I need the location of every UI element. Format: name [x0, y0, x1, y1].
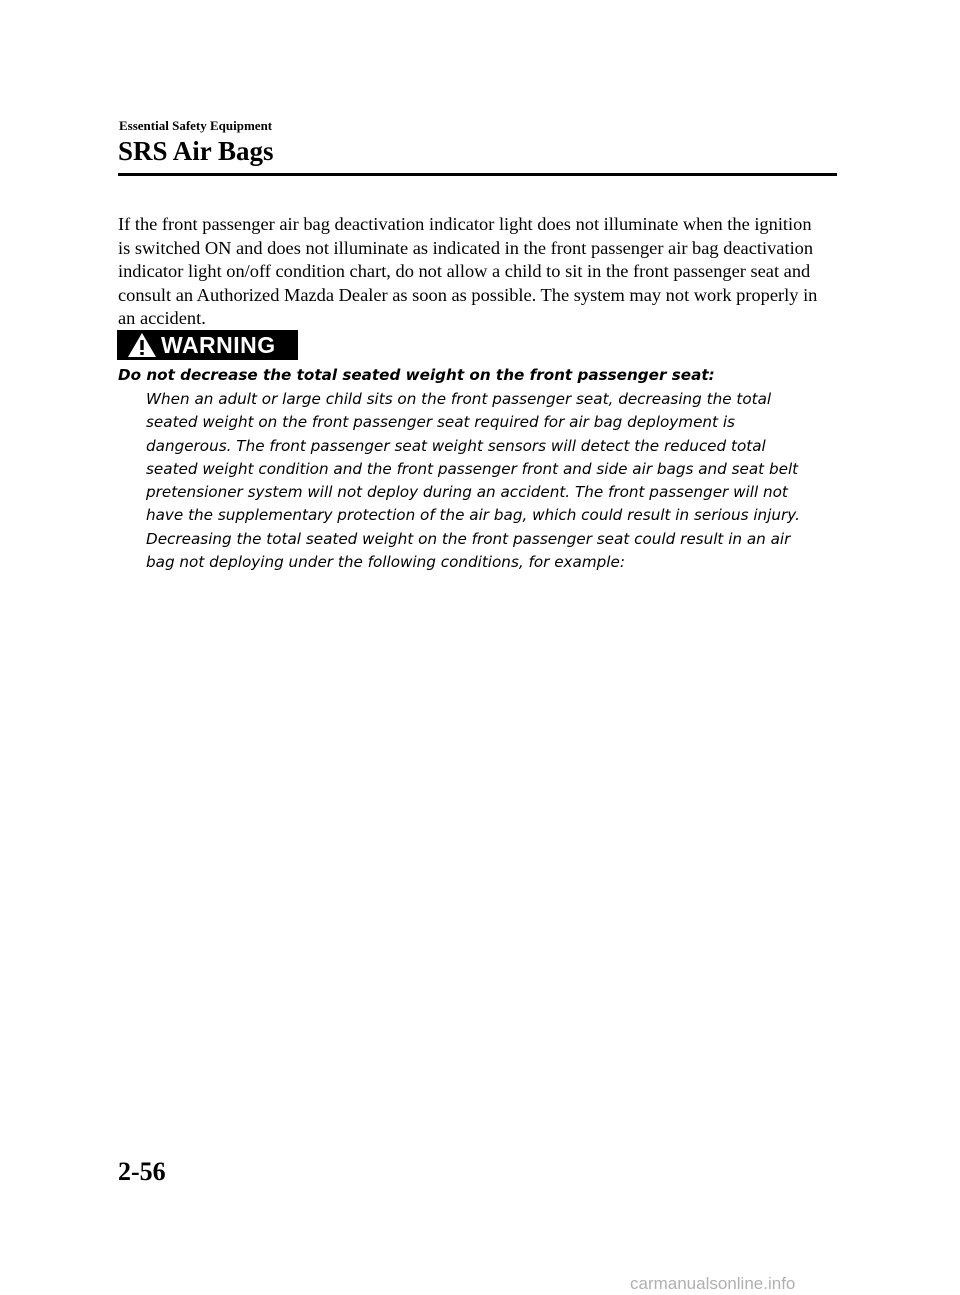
page-title: SRS Air Bags — [118, 136, 274, 166]
section-label: Essential Safety Equipment — [119, 118, 273, 133]
warning-badge — [117, 330, 298, 360]
warning-heading: Do not decrease the total seated weight on the front passenger seat: — [118, 366, 715, 384]
page-number: 2-56 — [118, 1157, 166, 1186]
warning-body: When an adult or large child sits on the front passenger seat, decreasing the total seated weight on the front passenger seat required for air bag deployment is dangerous. The front passenger seat weight sensors will detect the reduced total seated weight condition and the front passenger front and side air bags and seat belt pretensioner system will not deploy during an accident. The front passenger will not have the supplementary protection of the air bag, which could result in serious injury. Decreasing the total seated weight on the front passenger seat could result in an air bag not deploying under the following conditions, for example: — [146, 390, 800, 572]
watermark: carmanualsonline.info — [630, 1274, 796, 1293]
warning-triangle-icon — [127, 332, 157, 358]
intro-paragraph: If the front passenger air bag deactivation indicator light does not illuminate when the ignition is switched ON and does not illuminate as indicated in the front passenger air bag deactivation indicator light on/off condition chart, do not allow a child to sit in the front passenger seat and consult an Authorized Mazda Dealer as soon as possible. The system may not work properly in an accident. — [118, 214, 818, 328]
warning-label: WARNING — [161, 332, 276, 358]
title-divider — [118, 173, 837, 176]
